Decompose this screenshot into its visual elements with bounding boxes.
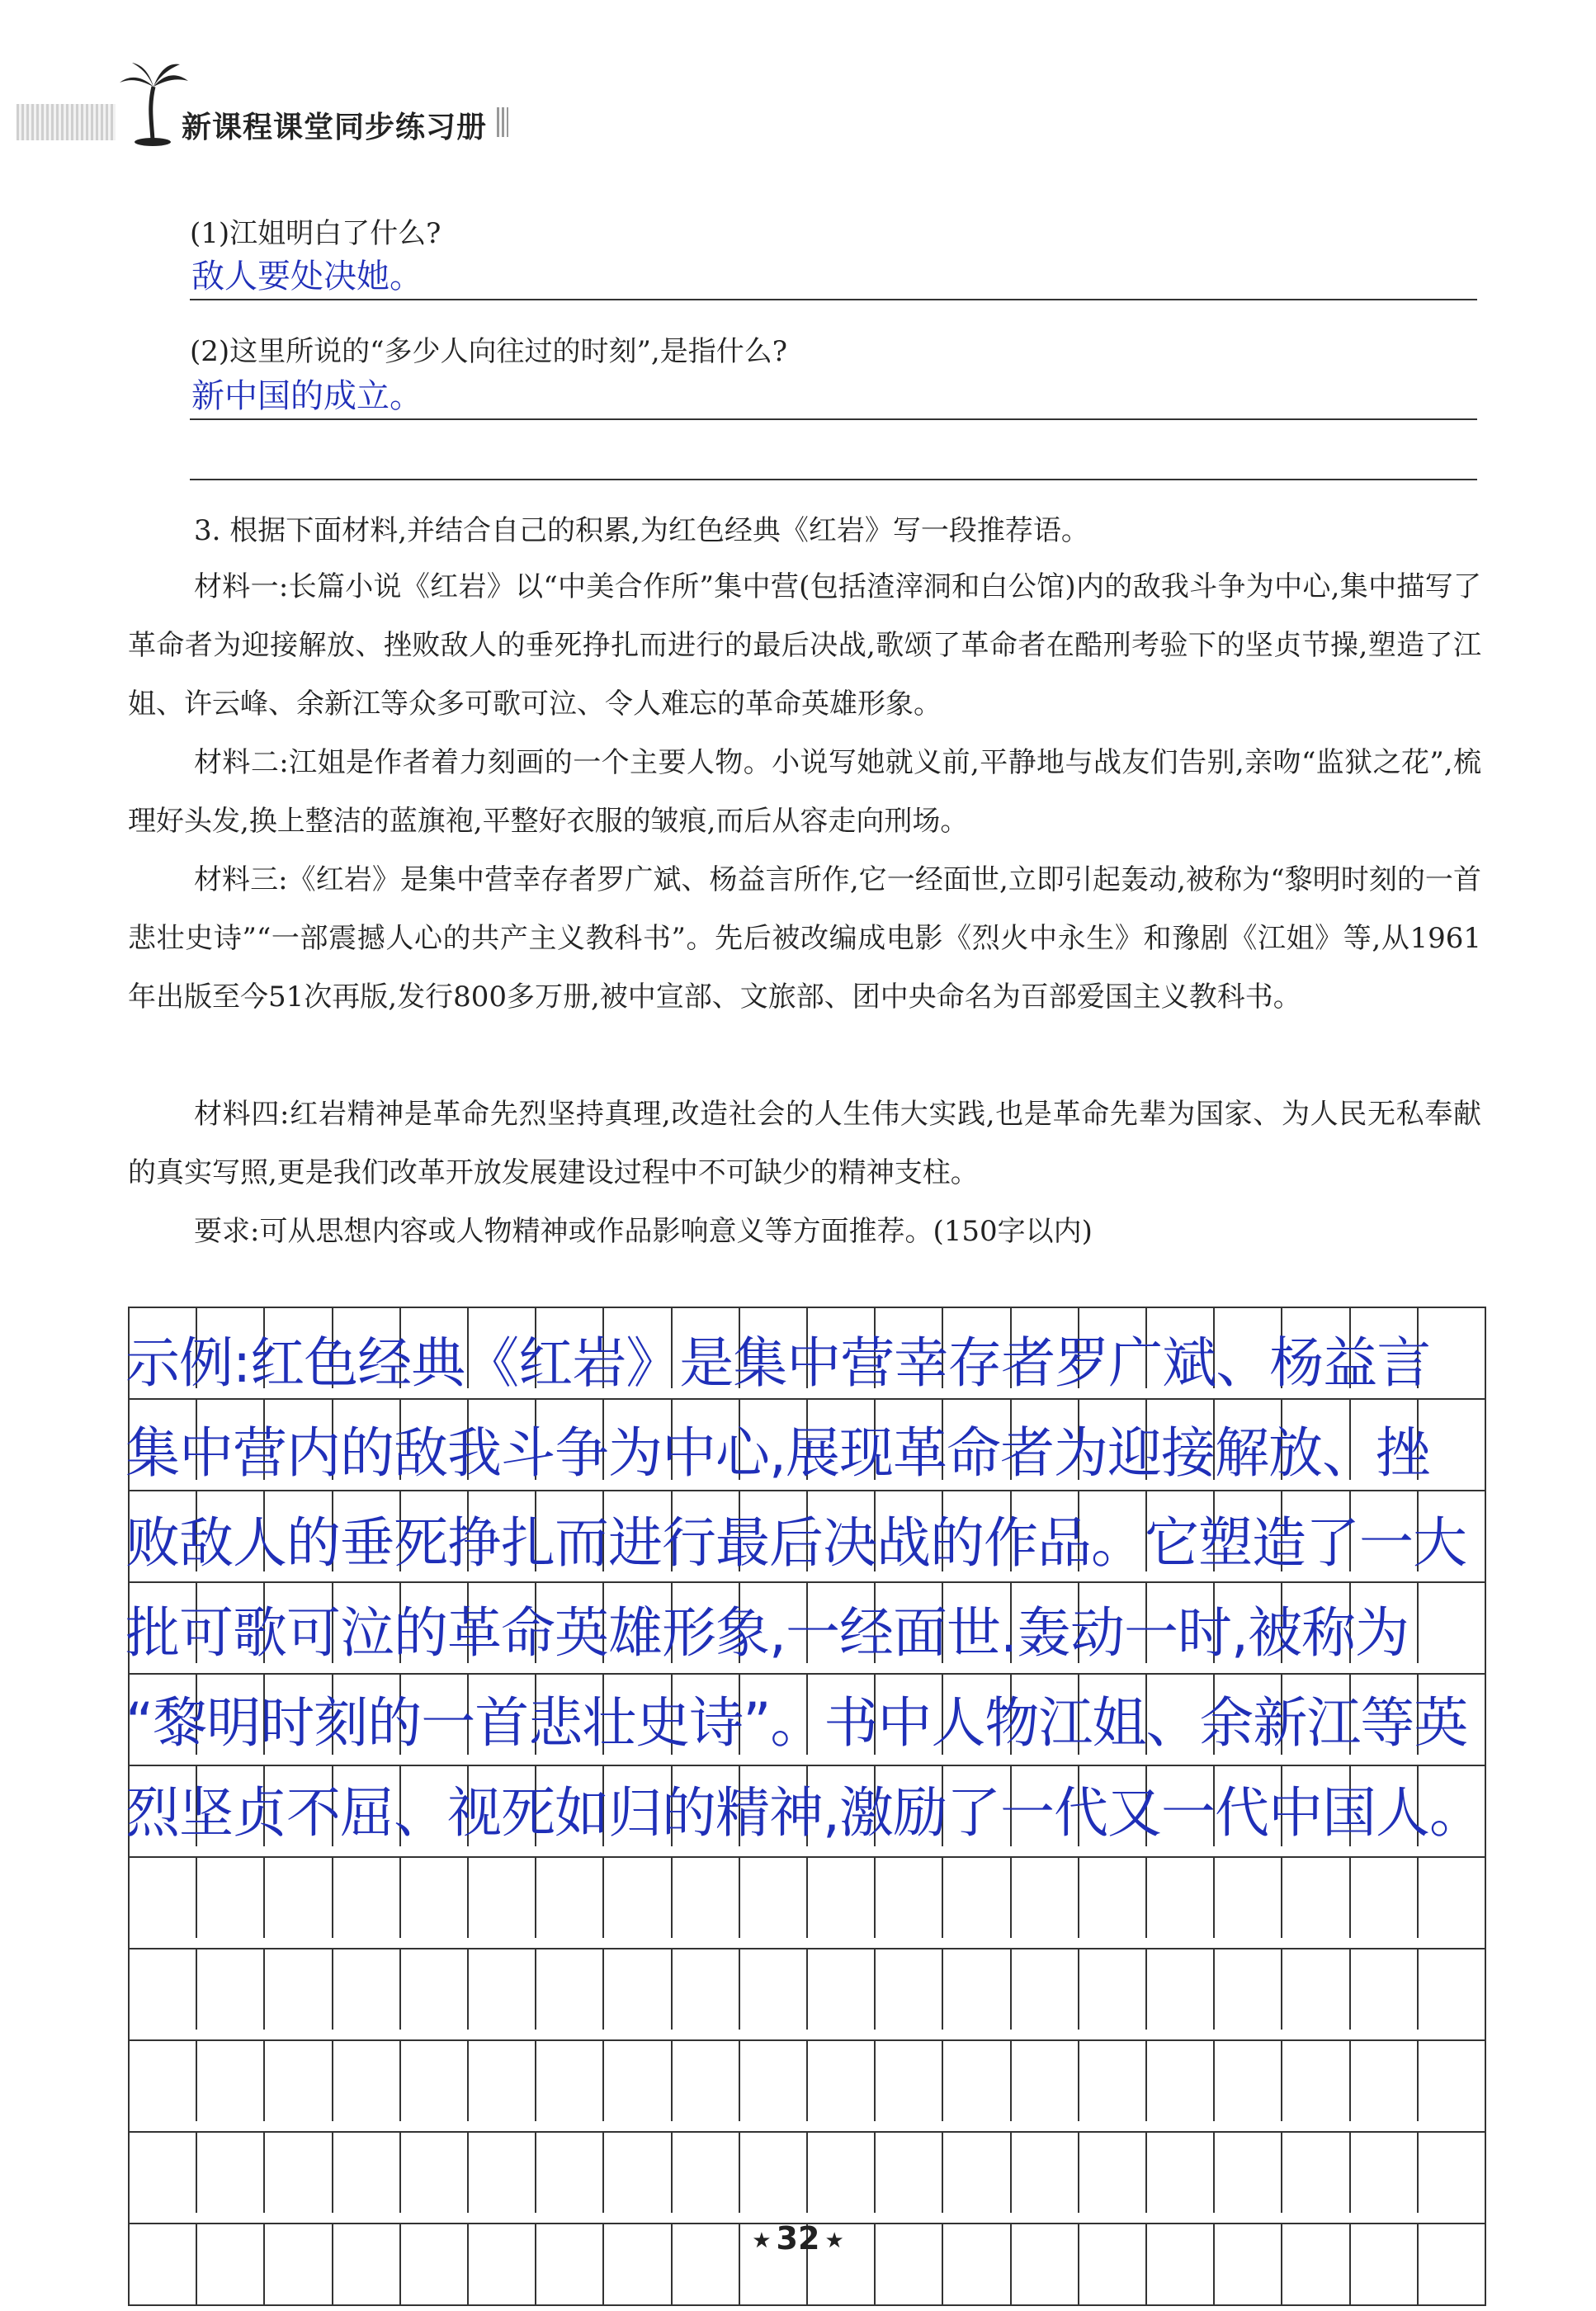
palm-tree-icon: [116, 58, 190, 149]
page-number-value: 32: [776, 2220, 820, 2257]
question-2: (2)这里所说的“多少人向往过的时刻”,是指什么?: [190, 335, 787, 368]
handwriting-line-4: 批可歌可泣的革命英雄形象,一经面世.轰动一时,被称为: [125, 1601, 1409, 1665]
question-3-prompt: 3. 根据下面材料,并结合自己的积累,为红色经典《红岩》写一段推荐语。: [194, 514, 1089, 547]
header-title: 新课程课堂同步练习册: [182, 111, 488, 144]
grid-row: [128, 2131, 1486, 2213]
answer-line-2b: [190, 479, 1477, 480]
header-decoration-bars: [17, 104, 116, 140]
requirement: 要求:可从思想内容或人物精神或作品影响意义等方面推荐。(150字以内): [194, 1215, 1093, 1248]
answer-1: 敌人要处决她。: [191, 258, 423, 295]
material-3: 材料三:《红岩》是集中营幸存者罗广斌、杨益言所作,它一经面世,立即引起轰动,被称为“黎明时刻的一首悲壮史诗”“一部震撼人心的共产主义教科书”。先后被改编成电影《烈火中永生》和豫剧《江姐》等,从1961年出版至今51次再版,发行800多万册,被中宣部、文旅部、团中央命名为百部爱国主义教科书。: [128, 863, 1481, 1014]
grid-row: [128, 2039, 1486, 2121]
handwriting-line-2: 集中营内的敌我斗争为中心,展现革命者为迎接解放、挫: [125, 1421, 1429, 1485]
answer-line-1: [190, 299, 1477, 300]
page-number: [0, 2220, 1596, 2257]
star-icon: ★: [824, 2228, 844, 2253]
question-1: (1)江姐明白了什么?: [190, 217, 441, 250]
grid-row: [128, 1856, 1486, 1938]
material-4: 材料四:红岩精神是革命先烈坚持真理,改造社会的人生伟大实践,也是革命先辈为国家、为人民无私奉献的真实写照,更是我们改革开放发展建设过程中不可缺少的精神支柱。: [128, 1098, 1481, 1189]
header-end-bars: [497, 107, 508, 137]
handwriting-line-1: 示例:红色经典《红岩》是集中营幸存者罗广斌、杨益言: [125, 1331, 1431, 1395]
answer-2: 新中国的成立。: [191, 377, 423, 415]
star-icon: ★: [752, 2228, 772, 2253]
material-2: 材料二:江姐是作者着力刻画的一个主要人物。小说写她就义前,平静地与战友们告别,亲吻“监狱之花”,梳理好头发,换上整洁的蓝旗袍,平整好衣服的皱痕,而后从容走向刑场。: [128, 746, 1481, 838]
answer-line-2a: [190, 418, 1477, 420]
grid-row: [128, 1948, 1486, 2030]
handwriting-line-6: 烈坚贞不屈、视死如归的精神,激励了一代又一代中国人。: [125, 1781, 1483, 1845]
page-header: [17, 58, 594, 157]
handwriting-line-3: 败敌人的垂死挣扎而进行最后决战的作品。它塑造了一大: [125, 1511, 1466, 1575]
handwriting-line-5: “黎明时刻的一首悲壮史诗”。书中人物江姐、余新江等英: [125, 1691, 1468, 1755]
material-1: 材料一:长篇小说《红岩》以“中美合作所”集中营(包括渣滓洞和白公馆)内的敌我斗争为中心,集中描写了革命者为迎接解放、挫败敌人的垂死挣扎而进行的最后决战,歌颂了革命者在酷刑考验下的坚贞节操,塑造了江姐、许云峰、余新江等众多可歌可泣、令人难忘的革命英雄形象。: [128, 570, 1481, 721]
